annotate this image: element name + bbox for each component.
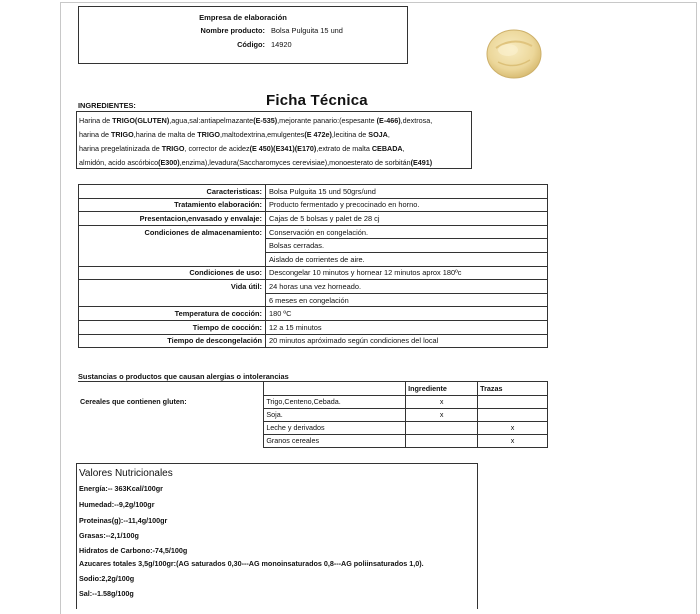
table-row bbox=[79, 185, 548, 199]
table-row bbox=[78, 421, 548, 434]
characteristic-label bbox=[79, 293, 266, 307]
table-row bbox=[78, 408, 548, 421]
table-row bbox=[79, 239, 548, 253]
characteristic-label bbox=[79, 252, 266, 266]
allergen-name: Granos cereales bbox=[264, 434, 406, 447]
ingredients-text: harina de bbox=[79, 130, 111, 139]
allergen-ingredient-mark: x bbox=[406, 395, 478, 408]
ingredients-text: ,enzima),levadura(Saccharomyces cerevisiae),monoesterato de sorbitán bbox=[179, 158, 411, 167]
characteristic-value: 12 a 15 minutos bbox=[266, 320, 548, 334]
characteristic-value: Cajas de 5 bolsas y palet de 28 cj bbox=[266, 212, 548, 226]
ingredients-text: , corrector de acidez bbox=[184, 144, 250, 153]
allergens-group-label: Cereales que contienen gluten: bbox=[80, 397, 187, 406]
page-title: Ficha Técnica bbox=[266, 92, 368, 109]
allergens-col-ingredient: Ingrediente bbox=[406, 382, 478, 395]
ingredients-text: (E 450)(E341)(E170) bbox=[249, 144, 317, 153]
allergen-traces-mark: x bbox=[478, 421, 548, 434]
allergen-ingredient-mark bbox=[406, 421, 478, 434]
allergen-name: Leche y derivados bbox=[264, 421, 406, 434]
ingredients-text: , bbox=[387, 130, 390, 139]
ingredients-text: (E300) bbox=[158, 158, 180, 167]
product-photo bbox=[480, 18, 548, 86]
nutrition-title: Valores Nutricionales bbox=[79, 468, 173, 479]
characteristic-value: Bolsa Pulguita 15 und 50grs/und bbox=[266, 185, 548, 199]
table-row bbox=[79, 266, 548, 280]
ingredients-text: (E 472e) bbox=[304, 130, 332, 139]
characteristic-value: 6 meses en congelación bbox=[266, 293, 548, 307]
ingredients-text: Harina de bbox=[79, 116, 113, 125]
product-name-value: Bolsa Pulguita 15 und bbox=[271, 26, 343, 35]
characteristic-label: Condiciones de almacenamiento: bbox=[79, 225, 266, 239]
ingredients-text: ,mejorante panario:(espesante bbox=[277, 116, 377, 125]
allergen-ingredient-mark: x bbox=[406, 408, 478, 421]
company-label: Empresa de elaboración bbox=[199, 13, 287, 22]
nutrition-line: Sal:--1.58g/100g bbox=[79, 589, 134, 598]
ingredients-text: TRIGO bbox=[161, 144, 185, 153]
characteristic-label: Presentacion,envasado y envalaje: bbox=[79, 212, 266, 226]
ingredients-line bbox=[79, 116, 432, 125]
characteristic-value: 180 ºC bbox=[266, 307, 548, 321]
nutrition-line: Sodio:2,2g/100g bbox=[79, 574, 135, 583]
ingredients-text: TRIGO bbox=[197, 130, 221, 139]
ingredients-line bbox=[79, 144, 405, 153]
characteristic-label bbox=[79, 239, 266, 253]
allergen-traces-mark bbox=[478, 395, 548, 408]
ingredients-text: ,harina de malta de bbox=[133, 130, 198, 139]
ingredients-text: ,extrato de malta bbox=[316, 144, 372, 153]
table-row bbox=[79, 334, 548, 348]
nutrition-box bbox=[76, 463, 478, 609]
ingredients-box bbox=[76, 111, 472, 169]
nutrition-line: Proteinas(g):--11,4g/100gr bbox=[79, 516, 168, 525]
table-row bbox=[78, 395, 548, 408]
characteristic-label: Temperatura de cocción: bbox=[79, 307, 266, 321]
table-row bbox=[79, 320, 548, 334]
table-row bbox=[79, 293, 548, 307]
table-row bbox=[79, 198, 548, 212]
ingredients-text: TRIGO(GLUTEN) bbox=[112, 116, 170, 125]
table-row bbox=[78, 434, 548, 447]
ingredients-text: CEBADA bbox=[371, 144, 403, 153]
allergens-table bbox=[78, 382, 548, 448]
code-label: Código: bbox=[237, 40, 265, 49]
characteristic-value: Descongelar 10 minutos y hornear 12 minutos aprox 180ºc bbox=[266, 266, 548, 280]
characteristic-value: 20 minutos apróximado según condiciones del local bbox=[266, 334, 548, 348]
characteristic-label: Condiciones de uso: bbox=[79, 266, 266, 280]
ingredients-label: INGREDIENTES: bbox=[78, 101, 136, 110]
allergen-name: Soja. bbox=[264, 408, 406, 421]
allergen-ingredient-mark bbox=[406, 434, 478, 447]
code-value: 14920 bbox=[271, 40, 292, 49]
characteristic-label: Caracteristicas: bbox=[79, 185, 266, 199]
characteristic-value: Producto fermentado y precocinado en horno. bbox=[266, 198, 548, 212]
ingredients-text: ,maltodextrina,emulgentes bbox=[220, 130, 305, 139]
characteristic-value: 24 horas una vez horneado. bbox=[266, 280, 548, 294]
ingredients-text: ,lecitina de bbox=[331, 130, 369, 139]
ingredients-text: (E-466) bbox=[376, 116, 401, 125]
ingredients-text: (E-535) bbox=[253, 116, 278, 125]
allergens-heading: Sustancias o productos que causan alergias o intolerancias bbox=[78, 372, 289, 381]
allergen-traces-mark: x bbox=[478, 434, 548, 447]
header-box bbox=[78, 6, 408, 64]
characteristic-label: Tiempo de cocción: bbox=[79, 320, 266, 334]
allergen-traces-mark bbox=[478, 408, 548, 421]
nutrition-line: Humedad:--9,2g/100gr bbox=[79, 500, 155, 509]
ingredients-text: TRIGO bbox=[110, 130, 134, 139]
characteristic-label: Tiempo de descongelación bbox=[79, 334, 266, 348]
ingredients-text: ,agua,sal:antiapelmazante bbox=[169, 116, 254, 125]
table-row bbox=[79, 212, 548, 226]
product-name-label: Nombre producto: bbox=[200, 26, 265, 35]
allergen-name: Trigo,Centeno,Cebada. bbox=[264, 395, 406, 408]
table-row bbox=[79, 307, 548, 321]
nutrition-line: Hidratos de Carbono:-74,5/100g bbox=[79, 546, 188, 555]
characteristic-label: Tratamiento elaboración: bbox=[79, 198, 266, 212]
nutrition-line: Grasas:--2,1/100g bbox=[79, 531, 139, 540]
characteristic-value: Aislado de corrientes de aire. bbox=[266, 252, 548, 266]
table-row bbox=[79, 252, 548, 266]
ingredients-text: SOJA bbox=[368, 130, 388, 139]
ingredients-line bbox=[79, 158, 432, 167]
ingredients-text: almidón, acido ascórbico bbox=[79, 158, 159, 167]
ingredients-text: harina pregelatinizada de bbox=[79, 144, 162, 153]
ingredients-text: ,dextrosa, bbox=[400, 116, 433, 125]
characteristic-value: Bolsas cerradas. bbox=[266, 239, 548, 253]
table-row bbox=[79, 280, 548, 294]
ingredients-line bbox=[79, 130, 390, 139]
nutrition-line: Energía:-- 363Kcal/100gr bbox=[79, 484, 163, 493]
ingredients-text: (E491) bbox=[410, 158, 433, 167]
characteristics-table bbox=[78, 184, 548, 348]
characteristic-value: Conservación en congelación. bbox=[266, 225, 548, 239]
allergens-col-traces: Trazas bbox=[478, 382, 548, 395]
characteristic-label: Vida útil: bbox=[79, 280, 266, 294]
ingredients-text: , bbox=[402, 144, 405, 153]
nutrition-line: Azucares totales 3,5g/100gr:(AG saturados 0,30---AG monoinsaturados 0,8---AG poliinsaturados 1,0). bbox=[79, 559, 424, 568]
table-row bbox=[79, 225, 548, 239]
